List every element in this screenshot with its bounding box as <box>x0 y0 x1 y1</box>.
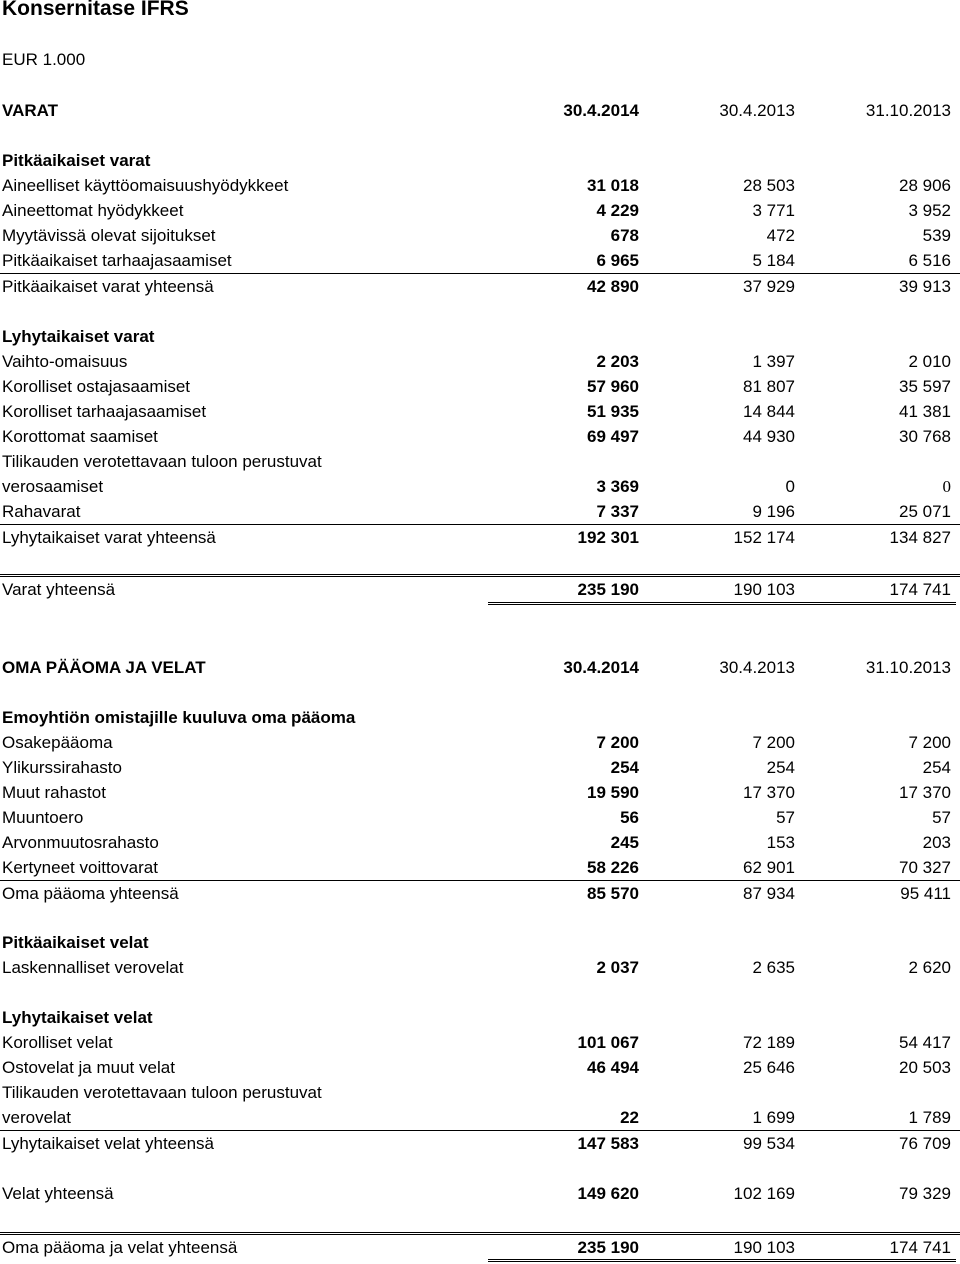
row-label: Vaihto-omaisuus <box>2 352 128 371</box>
row-label: Muuntoero <box>2 808 84 827</box>
row-value-2013-apr: 17 370 <box>743 783 795 802</box>
row-label: Korottomat saamiset <box>2 427 158 446</box>
row-value-2013-oct: 30 768 <box>899 427 951 446</box>
row-value-2013-apr: 254 <box>766 758 795 777</box>
section-title: Emoyhtiön omistajille kuuluva oma pääoma <box>2 708 356 727</box>
total-row <box>0 574 960 602</box>
row-label: verosaamiset <box>2 477 104 496</box>
row-value-2013-oct: 57 <box>932 808 951 827</box>
table-row <box>0 805 960 830</box>
row-value-2013-oct: 174 741 <box>889 580 951 599</box>
row-value-2013-oct: 20 503 <box>899 1058 951 1077</box>
assets-header-col3: 31.10.2013 <box>865 101 951 120</box>
row-value-2013-oct: 17 370 <box>899 783 951 802</box>
table-row <box>0 780 960 805</box>
row-value-2014: 2 037 <box>596 958 639 977</box>
row-value-2014: 22 <box>620 1108 639 1127</box>
row-label: Aineelliset käyttöomaisuushyödykkeet <box>2 176 289 195</box>
total-underline <box>488 1259 956 1262</box>
row-label: Kertyneet voittovarat <box>2 858 158 877</box>
table-row <box>0 349 960 374</box>
row-value-2013-apr: 153 <box>766 833 795 852</box>
row-label: Osakepääoma <box>2 733 113 752</box>
row-value-2013-oct: 35 597 <box>899 377 951 396</box>
row-value-2013-oct: 2 620 <box>908 958 951 977</box>
row-label: Arvonmuutosrahasto <box>2 833 159 852</box>
row-value-2013-oct: 79 329 <box>899 1184 951 1203</box>
row-value-2013-apr: 81 807 <box>743 377 795 396</box>
row-value-2013-apr: 472 <box>766 226 795 245</box>
row-value-2013-oct: 1 789 <box>908 1108 951 1127</box>
row-value-2013-apr: 3 771 <box>752 201 795 220</box>
page-title: Konsernitase IFRS <box>2 0 189 20</box>
row-value-2013-apr: 44 930 <box>743 427 795 446</box>
row-label: Pitkäaikaiset tarhaajasaamiset <box>2 251 232 270</box>
row-label: Tilikauden verotettavaan tuloon perustuvat <box>2 1083 322 1102</box>
total-underline <box>488 602 956 605</box>
row-value-2013-oct: 539 <box>922 226 951 245</box>
section-title: Pitkäaikaiset varat <box>2 151 151 170</box>
table-row <box>0 830 960 855</box>
table-row <box>0 499 960 524</box>
row-value-2013-apr: 57 <box>776 808 795 827</box>
row-value-2014: 678 <box>610 226 639 245</box>
table-row <box>0 374 960 399</box>
assets-header-label: VARAT <box>2 101 59 120</box>
assets-header-col2: 30.4.2013 <box>719 101 795 120</box>
row-label: Korolliset tarhaajasaamiset <box>2 402 207 421</box>
row-label: Lyhytaikaiset varat yhteensä <box>2 528 216 547</box>
section-title-row <box>0 324 960 349</box>
liabilities-header-col1: 30.4.2014 <box>563 658 639 677</box>
row-value-2013-apr: 152 174 <box>733 528 795 547</box>
row-value-2013-apr: 190 103 <box>733 1238 795 1257</box>
row-label: Oma pääoma ja velat yhteensä <box>2 1238 238 1257</box>
row-value-2014: 149 620 <box>577 1184 639 1203</box>
assets-header-col1: 30.4.2014 <box>563 101 639 120</box>
row-value-2014: 58 226 <box>587 858 639 877</box>
row-value-2014: 19 590 <box>587 783 639 802</box>
table-row <box>0 474 960 499</box>
row-value-2013-apr: 28 503 <box>743 176 795 195</box>
section-title: Pitkäaikaiset velat <box>2 933 149 952</box>
row-value-2013-oct: 0 <box>942 477 951 496</box>
subtotal-row <box>0 273 960 299</box>
row-value-2013-apr: 190 103 <box>733 580 795 599</box>
row-value-2014: 51 935 <box>587 402 639 421</box>
assets-header-row <box>0 98 960 123</box>
table-row <box>0 424 960 449</box>
row-label: Aineettomat hyödykkeet <box>2 201 184 220</box>
row-label: Lyhytaikaiset velat yhteensä <box>2 1134 214 1153</box>
table-row-label-line <box>0 449 960 474</box>
row-value-2014: 2 203 <box>596 352 639 371</box>
subtotal-row <box>0 880 960 906</box>
row-value-2013-oct: 70 327 <box>899 858 951 877</box>
row-label: Varat yhteensä <box>2 580 116 599</box>
row-label: Rahavarat <box>2 502 81 521</box>
row-value-2013-oct: 203 <box>922 833 951 852</box>
row-label: Ylikurssirahasto <box>2 758 122 777</box>
section-title-row <box>0 930 960 955</box>
row-value-2013-oct: 6 516 <box>908 251 951 270</box>
row-value-2013-oct: 95 411 <box>900 884 951 903</box>
row-value-2013-apr: 2 635 <box>752 958 795 977</box>
table-row <box>0 755 960 780</box>
liabilities-header-col2: 30.4.2013 <box>719 658 795 677</box>
row-value-2014: 56 <box>620 808 639 827</box>
row-value-2013-apr: 14 844 <box>743 402 795 421</box>
row-label: Velat yhteensä <box>2 1184 114 1203</box>
row-value-2014: 6 965 <box>596 251 639 270</box>
row-label: Myytävissä olevat sijoitukset <box>2 226 216 245</box>
row-label: Ostovelat ja muut velat <box>2 1058 175 1077</box>
liabilities-header-row <box>0 655 960 680</box>
table-row <box>0 248 960 273</box>
row-value-2013-oct: 41 381 <box>899 402 951 421</box>
row-value-2014: 147 583 <box>577 1134 639 1153</box>
row-value-2013-oct: 25 071 <box>899 502 951 521</box>
table-row <box>0 730 960 755</box>
table-row <box>0 1181 960 1206</box>
row-value-2014: 85 570 <box>587 884 639 903</box>
table-row <box>0 173 960 198</box>
section-title: Lyhytaikaiset varat <box>2 327 155 346</box>
row-label: Muut rahastot <box>2 783 106 802</box>
row-value-2013-apr: 25 646 <box>743 1058 795 1077</box>
section-title-row <box>0 1005 960 1030</box>
row-value-2014: 3 369 <box>596 477 639 496</box>
row-label: verovelat <box>2 1108 71 1127</box>
row-label: Laskennalliset verovelat <box>2 958 184 977</box>
row-value-2013-apr: 87 934 <box>743 884 795 903</box>
row-value-2013-oct: 134 827 <box>889 528 951 547</box>
table-row <box>0 1105 960 1130</box>
currency-unit: EUR 1.000 <box>2 50 86 69</box>
table-row <box>0 1055 960 1080</box>
section-title-row <box>0 148 960 173</box>
row-value-2013-oct: 28 906 <box>899 176 951 195</box>
liabilities-header-label: OMA PÄÄOMA JA VELAT <box>2 658 206 677</box>
table-row <box>0 1030 960 1055</box>
table-row <box>0 223 960 248</box>
row-value-2013-apr: 1 397 <box>752 352 795 371</box>
subtotal-row <box>0 1130 960 1156</box>
row-value-2013-oct: 2 010 <box>908 352 951 371</box>
row-value-2013-oct: 39 913 <box>899 277 951 296</box>
table-row <box>0 955 960 980</box>
row-value-2013-oct: 7 200 <box>908 733 951 752</box>
row-value-2014: 254 <box>610 758 639 777</box>
row-value-2014: 7 200 <box>596 733 639 752</box>
row-value-2013-apr: 1 699 <box>752 1108 795 1127</box>
row-label: Oma pääoma yhteensä <box>2 884 179 903</box>
row-value-2013-oct: 76 709 <box>899 1134 951 1153</box>
row-value-2014: 192 301 <box>577 528 639 547</box>
row-value-2014: 101 067 <box>577 1033 639 1052</box>
row-value-2014: 245 <box>610 833 639 852</box>
row-value-2013-apr: 9 196 <box>752 502 795 521</box>
row-value-2013-oct: 174 741 <box>889 1238 951 1257</box>
row-value-2013-oct: 254 <box>922 758 951 777</box>
subtotal-row <box>0 524 960 550</box>
liabilities-header-col3: 31.10.2013 <box>865 658 951 677</box>
row-value-2014: 235 190 <box>577 580 639 599</box>
row-value-2014: 4 229 <box>596 201 639 220</box>
row-value-2013-apr: 7 200 <box>752 733 795 752</box>
table-row-label-line <box>0 1080 960 1105</box>
row-value-2013-apr: 102 169 <box>733 1184 795 1203</box>
row-value-2013-oct: 3 952 <box>908 201 951 220</box>
row-value-2013-apr: 72 189 <box>743 1033 795 1052</box>
section-title-row <box>0 705 960 730</box>
row-value-2013-oct: 54 417 <box>899 1033 951 1052</box>
table-row <box>0 198 960 223</box>
row-label: Tilikauden verotettavaan tuloon perustuvat <box>2 452 322 471</box>
table-row <box>0 399 960 424</box>
row-value-2013-apr: 62 901 <box>743 858 795 877</box>
row-value-2014: 7 337 <box>596 502 639 521</box>
table-row <box>0 855 960 880</box>
row-label: Pitkäaikaiset varat yhteensä <box>2 277 214 296</box>
row-value-2013-apr: 0 <box>785 477 795 496</box>
total-row <box>0 1232 960 1260</box>
row-label: Korolliset ostajasaamiset <box>2 377 191 396</box>
row-label: Korolliset velat <box>2 1033 113 1052</box>
row-value-2014: 57 960 <box>587 377 639 396</box>
row-value-2014: 235 190 <box>577 1238 639 1257</box>
row-value-2014: 42 890 <box>587 277 639 296</box>
row-value-2014: 46 494 <box>587 1058 639 1077</box>
row-value-2014: 31 018 <box>587 176 639 195</box>
row-value-2013-apr: 37 929 <box>743 277 795 296</box>
section-title: Lyhytaikaiset velat <box>2 1008 153 1027</box>
row-value-2013-apr: 99 534 <box>743 1134 795 1153</box>
row-value-2013-apr: 5 184 <box>752 251 795 270</box>
row-value-2014: 69 497 <box>587 427 639 446</box>
